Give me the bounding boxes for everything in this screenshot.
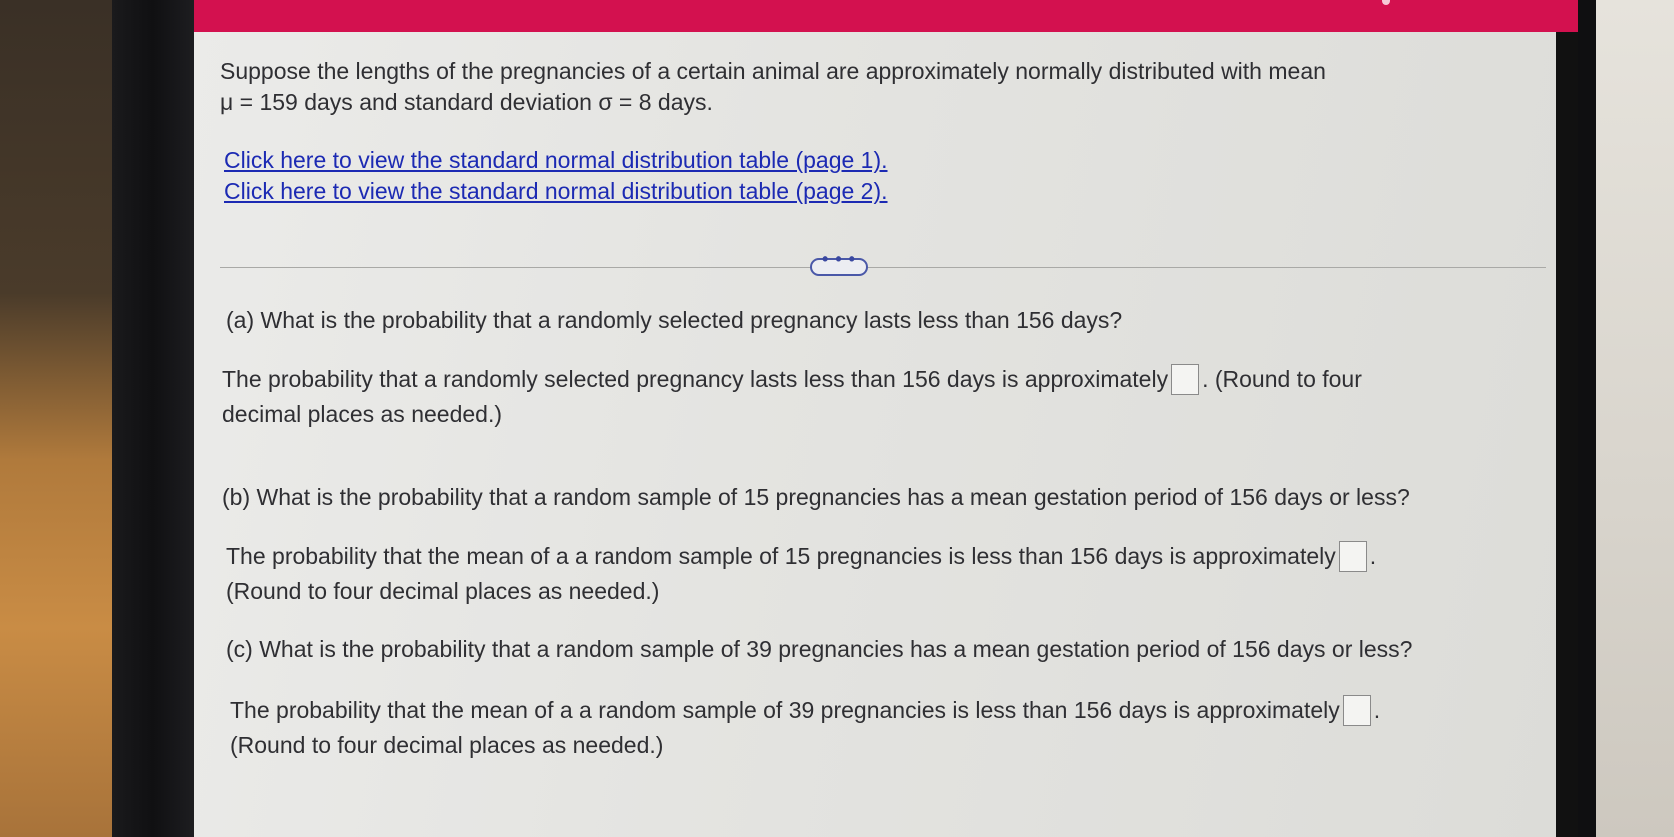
normal-table-page-2-link[interactable]: Click here to view the standard normal distribution table (page 2).: [224, 178, 888, 204]
problem-statement-line-1: Suppose the lengths of the pregnancies of a certain animal are approximately normally distributed with mean: [220, 58, 1326, 84]
answer-c-suffix: .: [1373, 697, 1381, 723]
header-indicator: [1382, 0, 1390, 5]
header-bar: [194, 0, 1578, 32]
screen-bezel-right: [1578, 0, 1598, 837]
screen-bezel-left: [112, 0, 194, 837]
more-icon: • • •: [822, 249, 856, 269]
answer-a-prefix: The probability that a randomly selected pregnancy lasts less than 156 days is approximately: [222, 366, 1169, 392]
section-divider: [220, 267, 1546, 268]
answer-b-line-1: [226, 539, 1376, 574]
background-desk: [0, 0, 120, 837]
screen: [194, 0, 1578, 837]
question-panel: [208, 32, 1548, 837]
table-links: [224, 145, 888, 207]
answer-b: [226, 539, 1376, 609]
answer-b-suffix: .: [1369, 543, 1377, 569]
answer-b-input[interactable]: [1339, 541, 1367, 572]
answer-a-line-2: decimal places as needed.): [222, 401, 502, 427]
question-b: (b) What is the probability that a random sample of 15 pregnancies has a mean gestation period of 156 days or less?: [222, 484, 1410, 510]
background-wall: [1596, 0, 1674, 837]
screen-edge: [1556, 32, 1578, 837]
answer-a: [222, 362, 1362, 432]
question-a: (a) What is the probability that a randomly selected pregnancy lasts less than 156 days?: [226, 307, 1123, 333]
answer-a-input[interactable]: [1171, 364, 1199, 395]
answer-c: [230, 693, 1380, 763]
answer-c-line-2: (Round to four decimal places as needed.): [230, 732, 664, 758]
answer-a-suffix: . (Round to four: [1202, 366, 1362, 392]
answer-b-prefix: The probability that the mean of a a random sample of 15 pregnancies is less than 156 days is approximately: [226, 543, 1336, 569]
problem-statement-line-2: μ = 159 days and standard deviation σ = 8 days.: [220, 89, 713, 115]
answer-c-prefix: The probability that the mean of a a random sample of 39 pregnancies is less than 156 days is approximately: [230, 697, 1340, 723]
normal-table-page-1-link[interactable]: Click here to view the standard normal distribution table (page 1).: [224, 147, 888, 173]
answer-a-line-1: [222, 362, 1362, 397]
question-c: (c) What is the probability that a random sample of 39 pregnancies has a mean gestation period of 156 days or less?: [226, 636, 1413, 662]
answer-c-input[interactable]: [1343, 695, 1371, 726]
answer-b-line-2: (Round to four decimal places as needed.): [226, 578, 660, 604]
expand-button[interactable]: [810, 249, 868, 276]
answer-c-line-1: [230, 693, 1380, 728]
problem-statement: [220, 56, 1540, 118]
